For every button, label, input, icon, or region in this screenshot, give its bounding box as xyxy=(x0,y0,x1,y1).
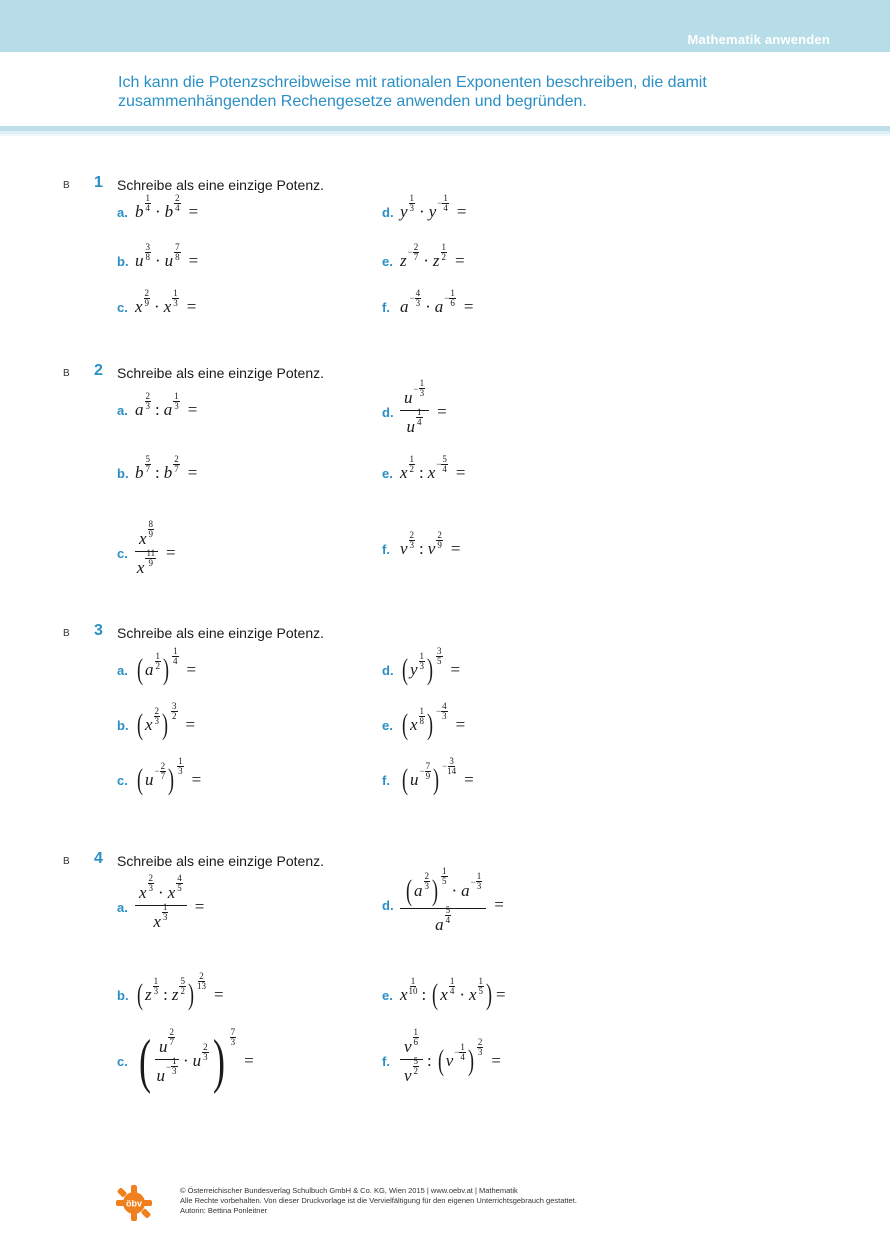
task-level: B xyxy=(63,368,70,379)
exercise-3f: f. ( u − 7 9 ) − 3 14 = xyxy=(382,755,474,796)
exercise-2a: a. a 2 3 : a 1 3 = xyxy=(117,390,198,419)
exercise-2c: c. x 8 9 x 11 9 = xyxy=(117,519,176,577)
task-instruction: Schreibe als eine einzige Potenz. xyxy=(117,853,325,869)
exercise-2e: e. x 1 2 : x − 5 4 = xyxy=(382,453,466,482)
task-instruction: Schreibe als eine einzige Potenz. xyxy=(117,365,325,381)
task-level: B xyxy=(63,628,70,639)
exercise-4a: a. x 2 3 · x 4 5 x 1 3 = xyxy=(117,873,205,931)
task-level: B xyxy=(63,856,70,867)
exercise-1f: f. a − 4 3 · a − 1 6 = xyxy=(382,287,474,316)
exercise-2f: f. v 2 3 : v 2 9 = xyxy=(382,529,461,558)
exercise-1b: b. u 3 8 · u 7 8 = xyxy=(117,241,199,270)
section-title: Mathematik anwenden xyxy=(687,32,830,47)
exercise-1c: c. x 2 9 · x 1 3 = xyxy=(117,287,197,316)
task-level: B xyxy=(63,180,70,191)
oebv-logo xyxy=(114,1183,154,1223)
footer-rights: Alle Rechte vorbehalten. Von dieser Druckvorlage ist die Vervielfältigung für den eigenen Unterrichtsgebrauch gestattet. xyxy=(180,1196,577,1205)
header-banner xyxy=(0,0,890,52)
exercise-1e: e. z − 2 7 · z 1 2 = xyxy=(382,241,465,270)
exercise-4d: d. ( a 2 3 ) 1 5 · a − 1 3 a 5 4 = xyxy=(382,866,504,934)
exercise-1d: d. y 1 3 · y − 1 4 = xyxy=(382,192,467,221)
task-number: 2 xyxy=(94,362,103,379)
exercise-1a: a. b 1 4 · b 2 4 = xyxy=(117,192,199,221)
task-number: 4 xyxy=(94,850,103,867)
exercise-3d: d. ( y 1 3 ) 3 5 = xyxy=(382,645,461,686)
exercise-4e: e. x 1 10 : ( x 1 4 · x 1 5 ) = xyxy=(382,975,506,1011)
svg-text:öbv: öbv xyxy=(125,1198,143,1209)
exercise-3e: e. ( x 1 8 ) − 4 3 = xyxy=(382,700,466,741)
footer-author: Autorin: Bettina Ponleitner xyxy=(180,1206,268,1215)
task-number: 3 xyxy=(94,622,103,639)
exercise-3a: a. ( a 1 2 ) 1 4 = xyxy=(117,645,197,686)
learning-goal: Ich kann die Potenzschreibweise mit rationalen Exponenten beschreiben, die damit zusammenhängenden Rechengesetze anwenden und begründen. xyxy=(118,74,707,110)
task-number: 1 xyxy=(94,174,103,191)
exercise-4b: b. ( z 1 3 : z 5 2 ) 2 13 = xyxy=(117,970,224,1011)
exercise-2d: d. u − 1 3 u 1 4 = xyxy=(382,378,447,436)
task-instruction: Schreibe als eine einzige Potenz. xyxy=(117,177,325,193)
exercise-2b: b. b 5 7 : b 2 7 = xyxy=(117,453,198,482)
exercise-3c: c. ( u − 2 7 ) 1 3 = xyxy=(117,755,202,796)
exercise-4f: f. v 1 6 v 5 2 : ( v − 1 4 ) 2 3 = xyxy=(382,1027,501,1085)
exercise-3b: b. ( x 2 3 ) 3 2 = xyxy=(117,700,196,741)
footer xyxy=(180,1186,577,1216)
task-instruction: Schreibe als eine einzige Potenz. xyxy=(117,625,325,641)
exercise-4c: c. ( u 2 7 u − 1 3 · u 2 3 ) 7 3 = xyxy=(117,1026,254,1094)
footer-copyright: © Österreichischer Bundesverlag Schulbuch GmbH & Co. KG, Wien 2015 | www.oebv.at | Mathematik xyxy=(180,1186,518,1195)
